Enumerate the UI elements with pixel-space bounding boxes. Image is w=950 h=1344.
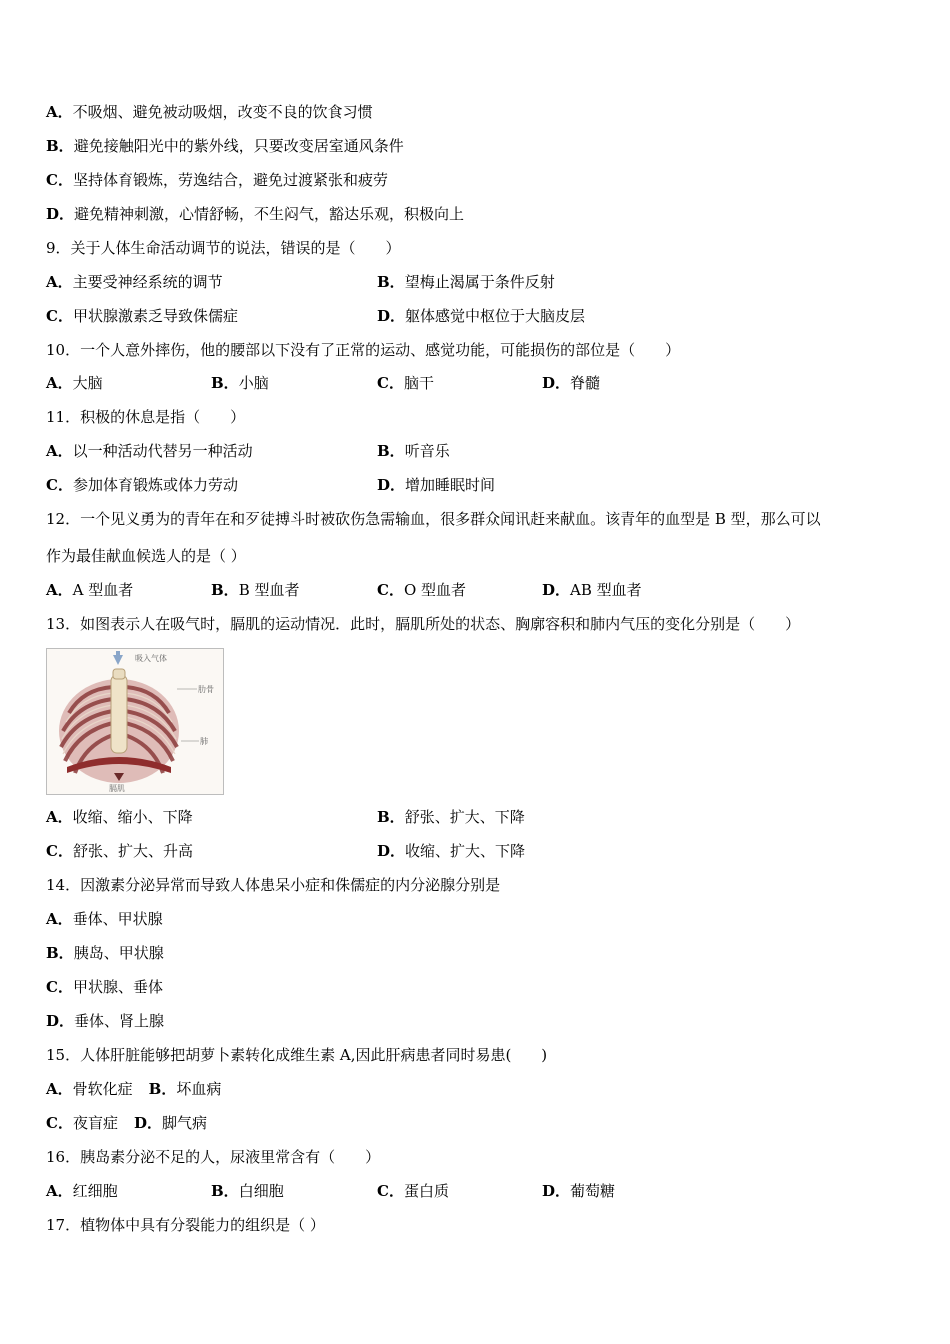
q9-option-b: B．望梅止渴属于条件反射 [377,273,555,291]
q8-option-c: C．坚持体育锻炼，劳逸结合，避免过渡紧张和疲劳 [46,171,388,189]
q12-option-d: D．AB 型血者 [542,581,642,599]
q14-option-d: D．垂体、肾上腺 [46,1012,165,1030]
q12-option-a: A．A 型血者 [46,581,134,599]
q8-option-b: B．避免接触阳光中的紫外线，只要改变居室通风条件 [46,137,404,155]
q15-options-row1: A．骨软化症 B．坏血病 [46,1080,222,1098]
q11-option-b: B．听音乐 [377,442,450,460]
q12-stem-line2: 作为最佳献血候选人的是（ ） [46,547,246,565]
q16-stem: 16．胰岛素分泌不足的人，尿液里常含有（ ） [46,1148,381,1166]
q17-stem: 17．植物体中具有分裂能力的组织是（ ） [46,1216,325,1234]
q10-stem: 10．一个人意外摔伤，他的腰部以下没有了正常的运动、感觉功能，可能损伤的部位是（ ） [46,341,681,359]
q14-option-a: A．垂体、甲状腺 [46,910,163,928]
q13-option-a: A．收缩、缩小、下降 [46,808,193,826]
q15-options-row2: C．夜盲症 D．脚气病 [46,1114,207,1132]
sternum [111,675,127,753]
q16-option-b: B．白细胞 [211,1182,284,1200]
q11-option-d: D．增加睡眠时间 [377,476,496,494]
q9-stem: 9．关于人体生命活动调节的说法，错误的是（ ） [46,239,401,257]
q10-option-d: D．脊髓 [542,374,601,392]
q13-stem: 13．如图表示人在吸气时，膈肌的运动情况．此时，膈肌所处的状态、胸廓容积和肺内气压的变化分别是（ ） [46,615,801,633]
q12-stem-line1: 12．一个见义勇为的青年在和歹徒搏斗时被砍伤急需输血，很多群众闻讯赶来献血。该青年的血型是 B 型，那么可以 [46,510,821,528]
q8-option-d: D．避免精神刺激，心情舒畅，不生闷气，豁达乐观，积极向上 [46,205,465,223]
fig-label-diaphragm: 膈肌 [109,784,125,793]
q16-option-a: A．红细胞 [46,1182,118,1200]
fig-label-inhale: 吸入气体 [135,654,167,663]
q9-option-c: C．甲状腺激素乏导致侏儒症 [46,307,238,325]
fig-label-rib: 肋骨 [198,685,214,694]
q16-option-c: C．蛋白质 [377,1182,449,1200]
q10-option-b: B．小脑 [211,374,269,392]
q16-option-d: D．葡萄糖 [542,1182,616,1200]
q8-option-a: A．不吸烟、避免被动吸烟，改变不良的饮食习惯 [46,103,373,121]
q15-stem: 15．人体肝脏能够把胡萝卜素转化成维生素 A,因此肝病患者同时易患( ) [46,1046,548,1064]
q12-option-c: C．O 型血者 [377,581,467,599]
fig-label-lung: 肺 [200,737,208,746]
q14-stem: 14．因激素分泌异常而导致人体患呆小症和侏儒症的内分泌腺分别是 [46,876,501,894]
q9-option-d: D．躯体感觉中枢位于大脑皮层 [377,307,586,325]
q14-option-b: B．胰岛、甲状腺 [46,944,164,962]
q14-option-c: C．甲状腺、垂体 [46,978,163,996]
q10-option-a: A．大脑 [46,374,103,392]
ribcage-illustration [47,649,223,794]
ribcage-diagram [46,648,224,795]
q10-option-c: C．脑干 [377,374,434,392]
q12-option-b: B．B 型血者 [211,581,300,599]
q11-stem: 11．积极的休息是指（ ） [46,408,246,426]
q13-option-c: C．舒张、扩大、升高 [46,842,193,860]
q13-option-b: B．舒张、扩大、下降 [377,808,525,826]
q11-option-a: A．以一种活动代替另一种活动 [46,442,253,460]
q11-option-c: C．参加体育锻炼或体力劳动 [46,476,238,494]
q13-option-d: D．收缩、扩大、下降 [377,842,526,860]
q9-option-a: A．主要受神经系统的调节 [46,273,223,291]
